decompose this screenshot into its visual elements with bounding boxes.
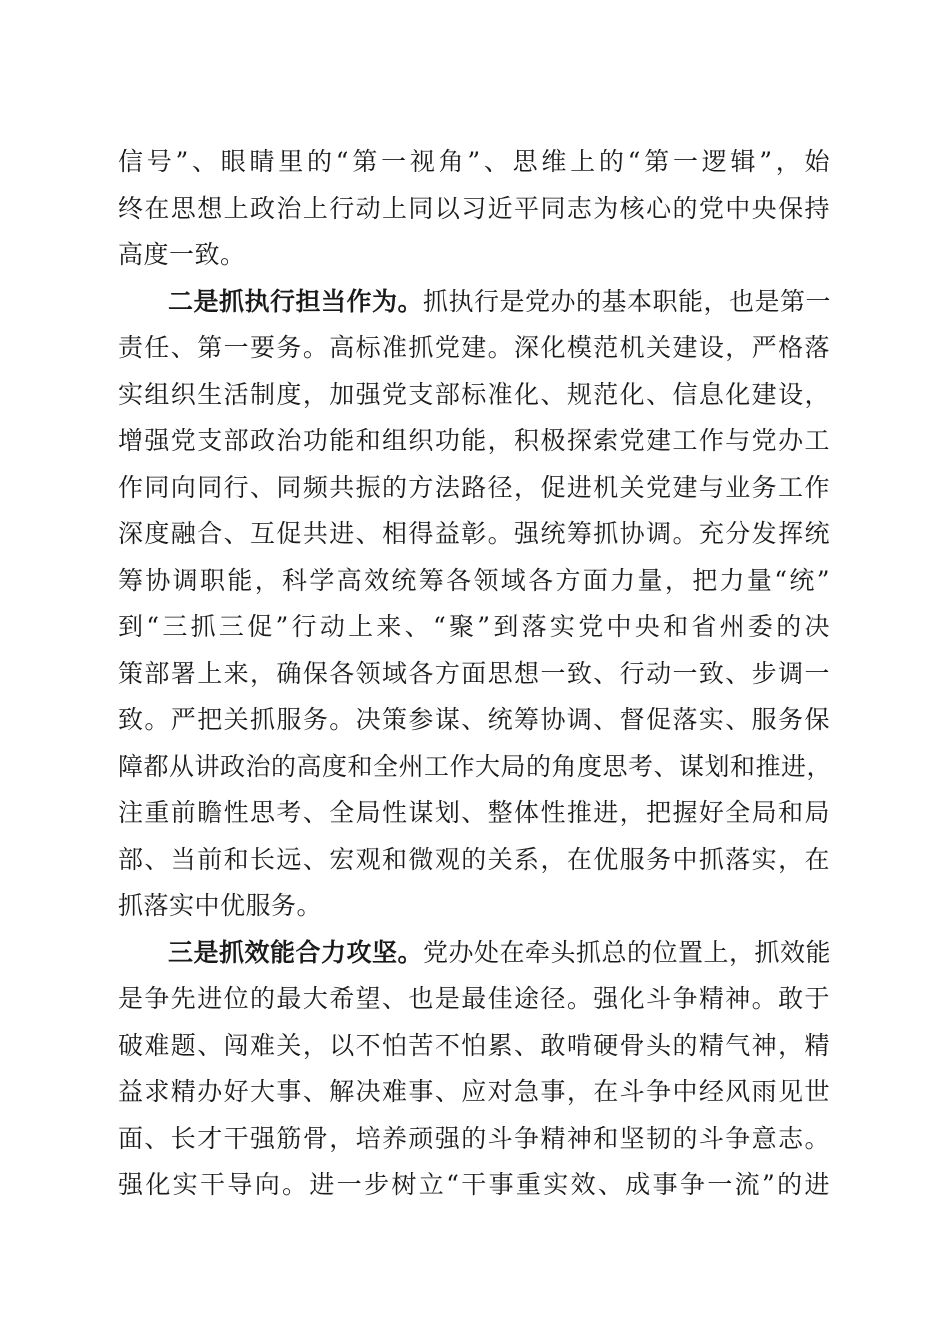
text-fragment: 党办处在牵头抓总的位置上，抓效能 (423, 937, 832, 967)
paragraph-3 (118, 930, 830, 1209)
text-line (118, 279, 830, 326)
text-line: 增强党支部政治功能和组织功能，积极探索党建工作与党办工 (118, 426, 830, 455)
text-fragment: 抓执行是党办的基本职能，也是第一 (423, 286, 832, 316)
text-line: 信号”、眼睛里的“第一视角”、思维上的“第一逻辑”，始 (118, 147, 830, 176)
text-line (118, 930, 830, 977)
text-line: 抓落实中优服务。 (118, 891, 323, 920)
text-line: 到“三抓三促”行动上来、“聚”到落实党中央和省州委的决 (118, 612, 830, 641)
paragraph-2 (118, 279, 833, 930)
text-line: 深度融合、互促共进、相得益彰。强统筹抓协调。充分发挥统 (118, 519, 830, 548)
text-line: 致。严把关抓服务。决策参谋、统筹协调、督促落实、服务保 (118, 705, 830, 734)
paragraph-lead: 二是抓执行担当作为。 (168, 286, 424, 316)
text-line: 实组织生活制度，加强党支部标准化、规范化、信息化建设， (118, 379, 830, 409)
text-line: 障都从讲政治的高度和全州工作大局的角度思考、谋划和推进， (118, 751, 833, 781)
document-page (118, 139, 833, 1209)
paragraph-lead: 三是抓效能合力攻坚。 (168, 937, 424, 967)
paragraph-1 (118, 139, 830, 279)
text-line: 注重前瞻性思考、全局性谋划、整体性推进，把握好全局和局 (118, 798, 830, 827)
text-line: 益求精办好大事、解决难事、应对急事，在斗争中经风雨见世 (118, 1077, 830, 1106)
text-line: 责任、第一要务。高标准抓党建。深化模范机关建设，严格落 (118, 333, 830, 362)
text-line: 强化实干导向。进一步树立“干事重实效、成事争一流”的进 (118, 1170, 830, 1199)
text-line: 终在思想上政治上行动上同以习近平同志为核心的党中央保持 (118, 193, 830, 223)
text-line: 破难题、闯难关，以不怕苦不怕累、敢啃硬骨头的精气神，精 (118, 1030, 830, 1060)
text-line: 策部署上来，确保各领域各方面思想一致、行动一致、步调一 (118, 658, 830, 688)
text-line: 面、长才干强筋骨，培养顽强的斗争精神和坚韧的斗争意志。 (118, 1123, 830, 1153)
text-line: 部、当前和长远、宏观和微观的关系，在优服务中抓落实，在 (118, 844, 830, 874)
text-line: 筹协调职能，科学高效统筹各领域各方面力量，把力量“统” (118, 565, 830, 595)
text-line: 作同向同行、同频共振的方法路径，促进机关党建与业务工作 (118, 472, 830, 502)
text-line: 高度一致。 (118, 240, 246, 269)
text-line: 是争先进位的最大希望、也是最佳途径。强化斗争精神。敢于 (118, 984, 830, 1013)
